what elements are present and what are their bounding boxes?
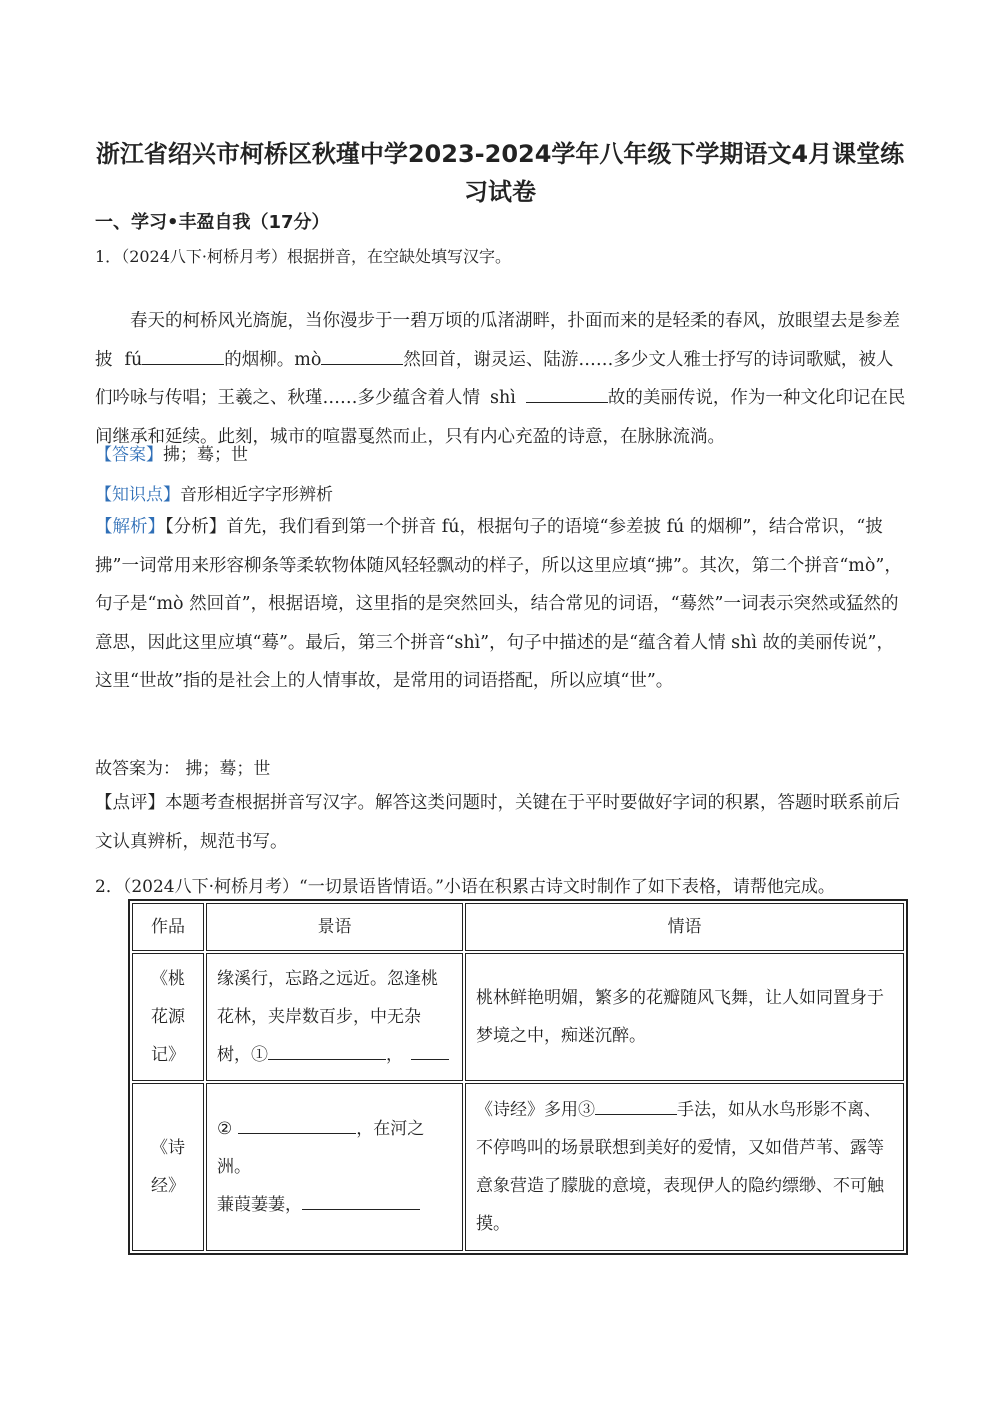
question-prompt: 根据拼音，在空缺处填写汉字。 bbox=[287, 247, 512, 266]
table-row bbox=[132, 1083, 904, 1251]
knowledge-tag: 【知识点】 bbox=[95, 485, 180, 505]
knowledge-line bbox=[95, 480, 333, 505]
question-source: （2024八下·柯桥月考） bbox=[122, 877, 299, 897]
header-emotion: 情语 bbox=[465, 903, 904, 951]
answer-tag: 【答案】 bbox=[95, 445, 163, 465]
blank-5[interactable] bbox=[411, 1042, 449, 1060]
pinyin-mo: mò bbox=[294, 349, 322, 370]
blank-2[interactable] bbox=[321, 346, 403, 365]
work-cell: 《诗经》 bbox=[132, 1083, 204, 1251]
table-header-row bbox=[132, 903, 904, 951]
question-number: 1． bbox=[95, 247, 122, 266]
final-answer: 故答案为： 拂；蓦；世 bbox=[95, 759, 271, 779]
section-heading: 一、学习•丰盈自我（17分） bbox=[95, 212, 330, 233]
scene-cell: 缘溪行，忘路之远近。忽逢桃花林，夹岸数百步，中无杂树，① ， bbox=[206, 953, 463, 1081]
question-1-header bbox=[95, 244, 511, 267]
blank-6[interactable] bbox=[238, 1116, 356, 1134]
header-work: 作品 bbox=[132, 903, 204, 951]
pinyin-fu: fú bbox=[124, 349, 143, 370]
blank-8[interactable] bbox=[595, 1097, 677, 1115]
poetry-table bbox=[128, 899, 908, 1255]
page-title: 浙江省绍兴市柯桥区秋瑾中学2023-2024学年八年级下学期语文4月课堂练习试卷 bbox=[95, 140, 905, 206]
header-scene: 景语 bbox=[206, 903, 463, 951]
pinyin-shi: shì bbox=[490, 388, 516, 408]
analysis-paragraph bbox=[95, 508, 907, 701]
answer-line bbox=[95, 440, 248, 465]
knowledge-text: 音形相近字字形辨析 bbox=[180, 485, 333, 505]
answer-text: 拂；蓦；世 bbox=[163, 445, 248, 465]
comment-paragraph: 【点评】本题考查根据拼音写汉字。解答这类问题时，关键在于平时要做好字词的积累，答题时联系前后文认真辨析，规范书写。 bbox=[95, 793, 900, 852]
question-prompt: “一切景语皆情语。”小语在积累古诗文时制作了如下表格，请帮他完成。 bbox=[299, 877, 835, 897]
emotion-cell: 《诗经》多用③ 手法，如从水鸟形影不离、不停鸣叫的场景联想到美好的爱情，又如借芦苇、露等意象营造了朦胧的意境，表现伊人的隐约缥缈、不可触摸。 bbox=[465, 1083, 904, 1251]
work-cell: 《桃花源记》 bbox=[132, 953, 204, 1081]
blank-7[interactable] bbox=[302, 1192, 420, 1210]
blank-1[interactable] bbox=[142, 346, 224, 365]
question-source: （2024八下·柯桥月考） bbox=[121, 247, 287, 266]
question-2-header bbox=[95, 872, 910, 897]
question-number: 2． bbox=[95, 877, 123, 897]
emotion-cell: 桃林鲜艳明媚，繁多的花瓣随风飞舞，让人如同置身于梦境之中，痴迷沉醉。 bbox=[465, 953, 904, 1081]
question-1-passage: 春天的柯桥风光旖旎，当你漫步于一碧万顷的瓜渚湖畔，扑面而来的是轻柔的春风，放眼望去是参差披 fú 的烟柳。mò 然回首，谢灵运、陆游……多少文人雅士抒写的诗词歌赋，被人们吟咏与传唱；王羲之、秋瑾……多少蕴含着人情 shì 故的美丽传说，作为一种文化印记在民间继承和延续。此刻，城市的喧嚣戛然而止，只有内心充盈的诗意，在脉脉流淌。 bbox=[95, 311, 906, 447]
analysis-text: 【分析】首先，我们看到第一个拼音 fú，根据句子的语境“参差披 fú 的烟柳”，结合常识，“披拂”一词常用来形容柳条等柔软物体随风轻轻飘动的样子，所以这里应填“拂”。其次，第二个拼音“mò”，句子是“mò 然回首”，根据语境，这里指的是突然回头，结合常见的词语，“蓦然”一词表示突然或猛然的意思，因此这里应填“蓦”。最后，第三个拼音“shì”，句子中描述的是“蕴含着人情 shì 故的美丽传说”，这里“世故”指的是社会上的人情事故，是常用的词语搭配，所以应填“世”。 bbox=[95, 517, 902, 691]
analysis-tag: 【解析】 bbox=[95, 517, 165, 537]
scene-cell: ② ，在河之洲。 蒹葭萋萋， bbox=[206, 1083, 463, 1251]
table-row bbox=[132, 953, 904, 1081]
blank-4[interactable] bbox=[268, 1042, 386, 1060]
blank-3[interactable] bbox=[526, 385, 608, 404]
